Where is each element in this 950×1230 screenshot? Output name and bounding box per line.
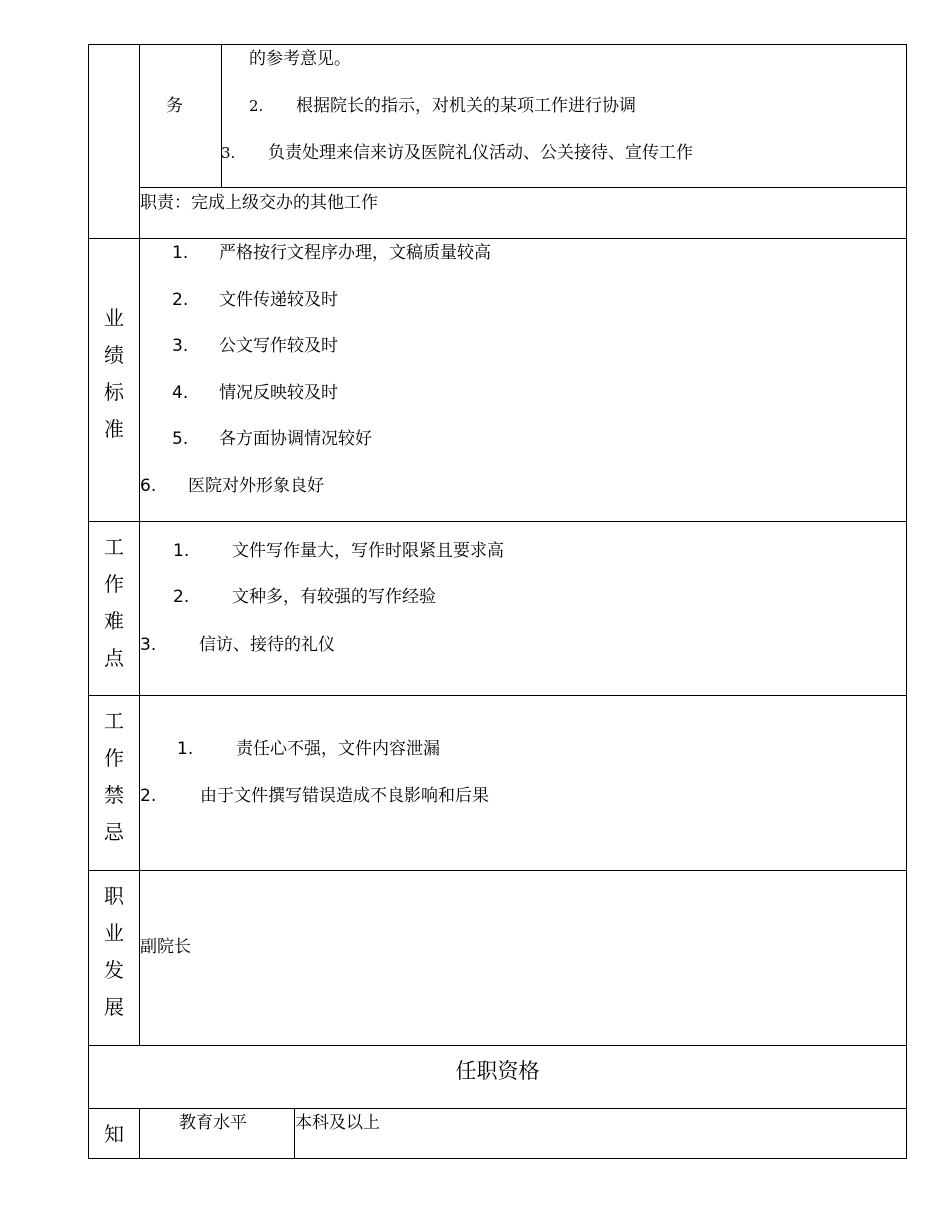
career-label: 职 业 发 展 xyxy=(104,884,124,1019)
taboo-text-2: 由于文件撰写错误造成不良影响和后果 xyxy=(200,786,489,806)
qualification-row-label: 知 xyxy=(104,1122,124,1146)
performance-text-6: 医院对外形象良好 xyxy=(188,476,324,496)
performance-num-1: 1. xyxy=(172,243,189,263)
duties-line-2: 根据院长的指示，对机关的某项工作进行协调 xyxy=(296,96,636,116)
qualification-title: 任职资格 xyxy=(455,1059,540,1083)
education-label: 教育水平 xyxy=(179,1113,247,1133)
taboo-num-2: 2. xyxy=(140,786,157,806)
border-row-6 xyxy=(88,1108,907,1109)
border-row-1 xyxy=(88,238,907,239)
border-row-2 xyxy=(88,521,907,522)
performance-num-4: 4. xyxy=(172,383,189,403)
duties-line-3: 负责处理来信来访及医院礼仪活动、公关接待、宣传工作 xyxy=(268,143,693,163)
education-value: 本科及以上 xyxy=(295,1113,380,1133)
difficulty-num-1: 1. xyxy=(173,541,190,561)
border-duties-sub xyxy=(139,187,907,188)
difficulty-num-3: 3. xyxy=(140,635,157,655)
performance-text-2: 文件传递较及时 xyxy=(219,290,338,310)
border-top xyxy=(88,44,907,45)
taboo-label: 工 作 禁 忌 xyxy=(104,709,124,844)
performance-text-5: 各方面协调情况较好 xyxy=(219,429,372,449)
performance-num-3: 3. xyxy=(172,336,189,356)
difficulty-text-1: 文件写作量大，写作时限紧且要求高 xyxy=(232,541,504,561)
border-row-4 xyxy=(88,870,907,871)
duties-num-3: 3. xyxy=(221,144,236,162)
performance-num-6: 6. xyxy=(140,476,157,496)
border-row-3 xyxy=(88,695,907,696)
difficulty-text-2: 文种多，有较强的写作经验 xyxy=(232,587,436,607)
performance-num-2: 2. xyxy=(172,290,189,310)
duties-other: 职责：完成上级交办的其他工作 xyxy=(140,193,378,213)
taboo-text-1: 责任心不强，文件内容泄漏 xyxy=(236,739,440,759)
taboo-num-1: 1. xyxy=(177,739,194,759)
performance-text-1: 严格按行文程序办理，文稿质量较高 xyxy=(219,243,491,263)
border-row-5 xyxy=(88,1045,907,1046)
border-duties-inner xyxy=(221,44,222,188)
performance-text-3: 公文写作较及时 xyxy=(219,336,338,356)
difficulty-text-3: 信访、接待的礼仪 xyxy=(199,635,335,655)
difficulty-num-2: 2. xyxy=(173,587,190,607)
performance-num-5: 5. xyxy=(172,429,189,449)
difficulty-label: 工 作 难 点 xyxy=(104,535,124,670)
performance-label: 业 绩 标 准 xyxy=(104,306,124,441)
duties-line-1: 的参考意见。 xyxy=(249,49,351,69)
duties-num-2: 2. xyxy=(249,97,264,115)
career-value: 副院长 xyxy=(140,937,191,957)
border-right xyxy=(906,44,907,1159)
performance-text-4: 情况反映较及时 xyxy=(219,383,338,403)
border-bottom xyxy=(88,1158,907,1159)
duties-label: 务 xyxy=(166,96,183,116)
